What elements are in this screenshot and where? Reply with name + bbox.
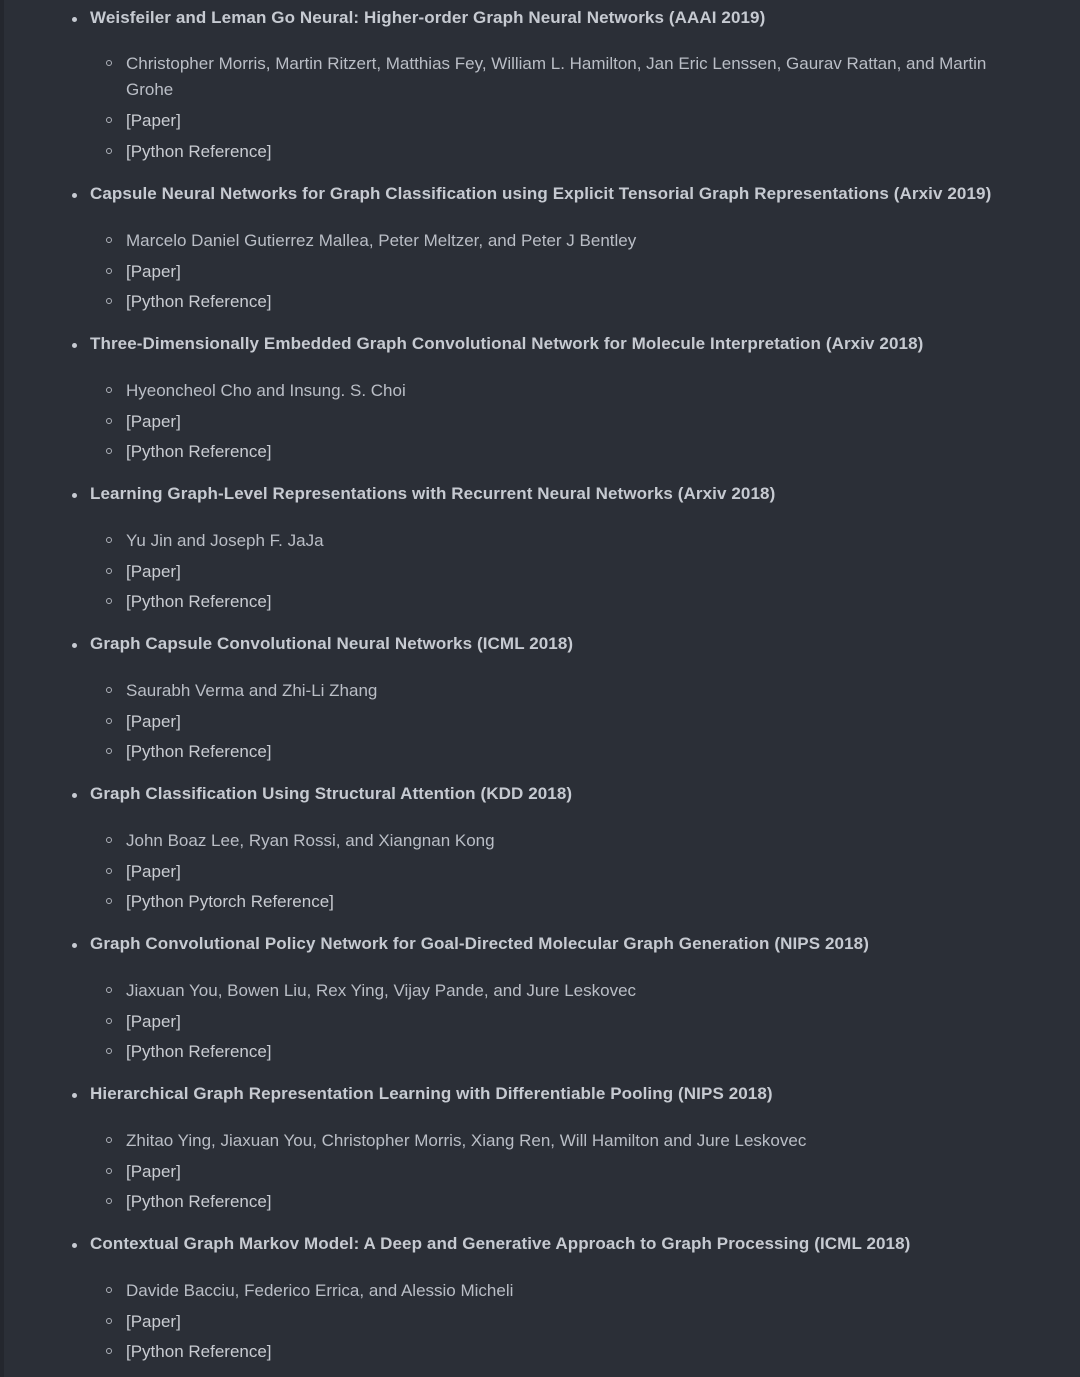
bullet-circle-icon: [106, 418, 112, 424]
paper-entry: [0, 176, 1080, 326]
code-reference-link[interactable]: [Python Reference]: [126, 142, 272, 161]
paper-entry: [0, 626, 1080, 776]
paper-authors: Saurabh Verma and Zhi-Li Zhang: [126, 681, 378, 700]
paper-link[interactable]: [Paper]: [126, 1012, 181, 1031]
bullet-circle-icon: [106, 1198, 112, 1204]
bullet-circle-icon: [106, 868, 112, 874]
paper-title[interactable]: Weisfeiler and Leman Go Neural: Higher-order Graph Neural Networks (AAAI 2019): [90, 8, 766, 27]
bullet-circle-icon: [106, 1348, 112, 1354]
paper-link[interactable]: [Paper]: [126, 1312, 181, 1331]
bullet-circle-icon: [106, 148, 112, 154]
paper-authors: Hyeoncheol Cho and Insung. S. Choi: [126, 381, 406, 400]
paper-title[interactable]: Graph Capsule Convolutional Neural Networks (ICML 2018): [90, 634, 574, 653]
bullet-circle-icon: [106, 1048, 112, 1054]
bullet-circle-icon: [106, 1018, 112, 1024]
code-reference-link[interactable]: [Python Reference]: [126, 1342, 272, 1361]
bullet-circle-icon: [106, 60, 112, 66]
bullet-disc-icon: [72, 943, 77, 948]
paper-authors: Yu Jin and Joseph F. JaJa: [126, 531, 324, 550]
code-reference-link[interactable]: [Python Reference]: [126, 1042, 272, 1061]
paper-title[interactable]: Graph Classification Using Structural Attention (KDD 2018): [90, 784, 573, 803]
paper-link[interactable]: [Paper]: [126, 712, 181, 731]
bullet-circle-icon: [106, 987, 112, 993]
paper-entry: [0, 926, 1080, 1076]
bullet-circle-icon: [106, 1137, 112, 1143]
paper-link[interactable]: [Paper]: [126, 862, 181, 881]
paper-entry: [0, 1076, 1080, 1226]
paper-entry: [0, 0, 1080, 161]
paper-link[interactable]: [Paper]: [126, 262, 181, 281]
bullet-circle-icon: [106, 1287, 112, 1293]
bullet-disc-icon: [72, 493, 77, 498]
bullet-disc-icon: [72, 1243, 77, 1248]
paper-link[interactable]: [Paper]: [126, 562, 181, 581]
paper-title[interactable]: Capsule Neural Networks for Graph Classification using Explicit Tensorial Graph Representations (Arxiv 2019): [90, 184, 992, 203]
paper-entry: [0, 1226, 1080, 1376]
bullet-circle-icon: [106, 237, 112, 243]
paper-authors: Christopher Morris, Martin Ritzert, Matthias Fey, William L. Hamilton, Jan Eric Lenssen, Gaurav Rattan, and Martin Grohe: [126, 54, 987, 99]
code-reference-link[interactable]: [Python Reference]: [126, 442, 272, 461]
code-reference-link[interactable]: [Python Reference]: [126, 592, 272, 611]
paper-link[interactable]: [Paper]: [126, 412, 181, 431]
bullet-disc-icon: [72, 1093, 77, 1098]
bullet-circle-icon: [106, 387, 112, 393]
paper-entry: [0, 776, 1080, 926]
paper-entry: [0, 476, 1080, 626]
bullet-circle-icon: [106, 268, 112, 274]
code-reference-link[interactable]: [Python Pytorch Reference]: [126, 892, 334, 911]
paper-title[interactable]: Contextual Graph Markov Model: A Deep and Generative Approach to Graph Processing (ICML 2018): [90, 1234, 911, 1253]
bullet-disc-icon: [72, 17, 77, 22]
paper-title[interactable]: Learning Graph-Level Representations with Recurrent Neural Networks (Arxiv 2018): [90, 484, 776, 503]
bullet-circle-icon: [106, 837, 112, 843]
bullet-circle-icon: [106, 537, 112, 543]
bullet-disc-icon: [72, 343, 77, 348]
bullet-circle-icon: [106, 117, 112, 123]
code-reference-link[interactable]: [Python Reference]: [126, 742, 272, 761]
paper-title[interactable]: Graph Convolutional Policy Network for Goal-Directed Molecular Graph Generation (NIPS 2018): [90, 934, 869, 953]
paper-authors: Zhitao Ying, Jiaxuan You, Christopher Morris, Xiang Ren, Will Hamilton and Jure Leskovec: [126, 1131, 807, 1150]
bullet-circle-icon: [106, 298, 112, 304]
paper-title[interactable]: Hierarchical Graph Representation Learning with Differentiable Pooling (NIPS 2018): [90, 1084, 773, 1103]
paper-link[interactable]: [Paper]: [126, 111, 181, 130]
paper-authors: Davide Bacciu, Federico Errica, and Alessio Micheli: [126, 1281, 514, 1300]
bullet-circle-icon: [106, 718, 112, 724]
bullet-circle-icon: [106, 568, 112, 574]
bullet-disc-icon: [72, 643, 77, 648]
paper-authors: Jiaxuan You, Bowen Liu, Rex Ying, Vijay Pande, and Jure Leskovec: [126, 981, 637, 1000]
bullet-circle-icon: [106, 748, 112, 754]
bullet-disc-icon: [72, 193, 77, 198]
paper-title[interactable]: Three-Dimensionally Embedded Graph Convolutional Network for Molecule Interpretation (Arxiv 2018): [90, 334, 924, 353]
bullet-circle-icon: [106, 448, 112, 454]
bullet-circle-icon: [106, 1168, 112, 1174]
bullet-circle-icon: [106, 598, 112, 604]
code-reference-link[interactable]: [Python Reference]: [126, 1192, 272, 1211]
paper-link[interactable]: [Paper]: [126, 1162, 181, 1181]
bullet-disc-icon: [72, 793, 77, 798]
paper-authors: John Boaz Lee, Ryan Rossi, and Xiangnan Kong: [126, 831, 495, 850]
bullet-circle-icon: [106, 898, 112, 904]
paper-entry: [0, 326, 1080, 476]
bullet-circle-icon: [106, 687, 112, 693]
bullet-circle-icon: [106, 1318, 112, 1324]
paper-authors: Marcelo Daniel Gutierrez Mallea, Peter Meltzer, and Peter J Bentley: [126, 231, 637, 250]
code-reference-link[interactable]: [Python Reference]: [126, 292, 272, 311]
